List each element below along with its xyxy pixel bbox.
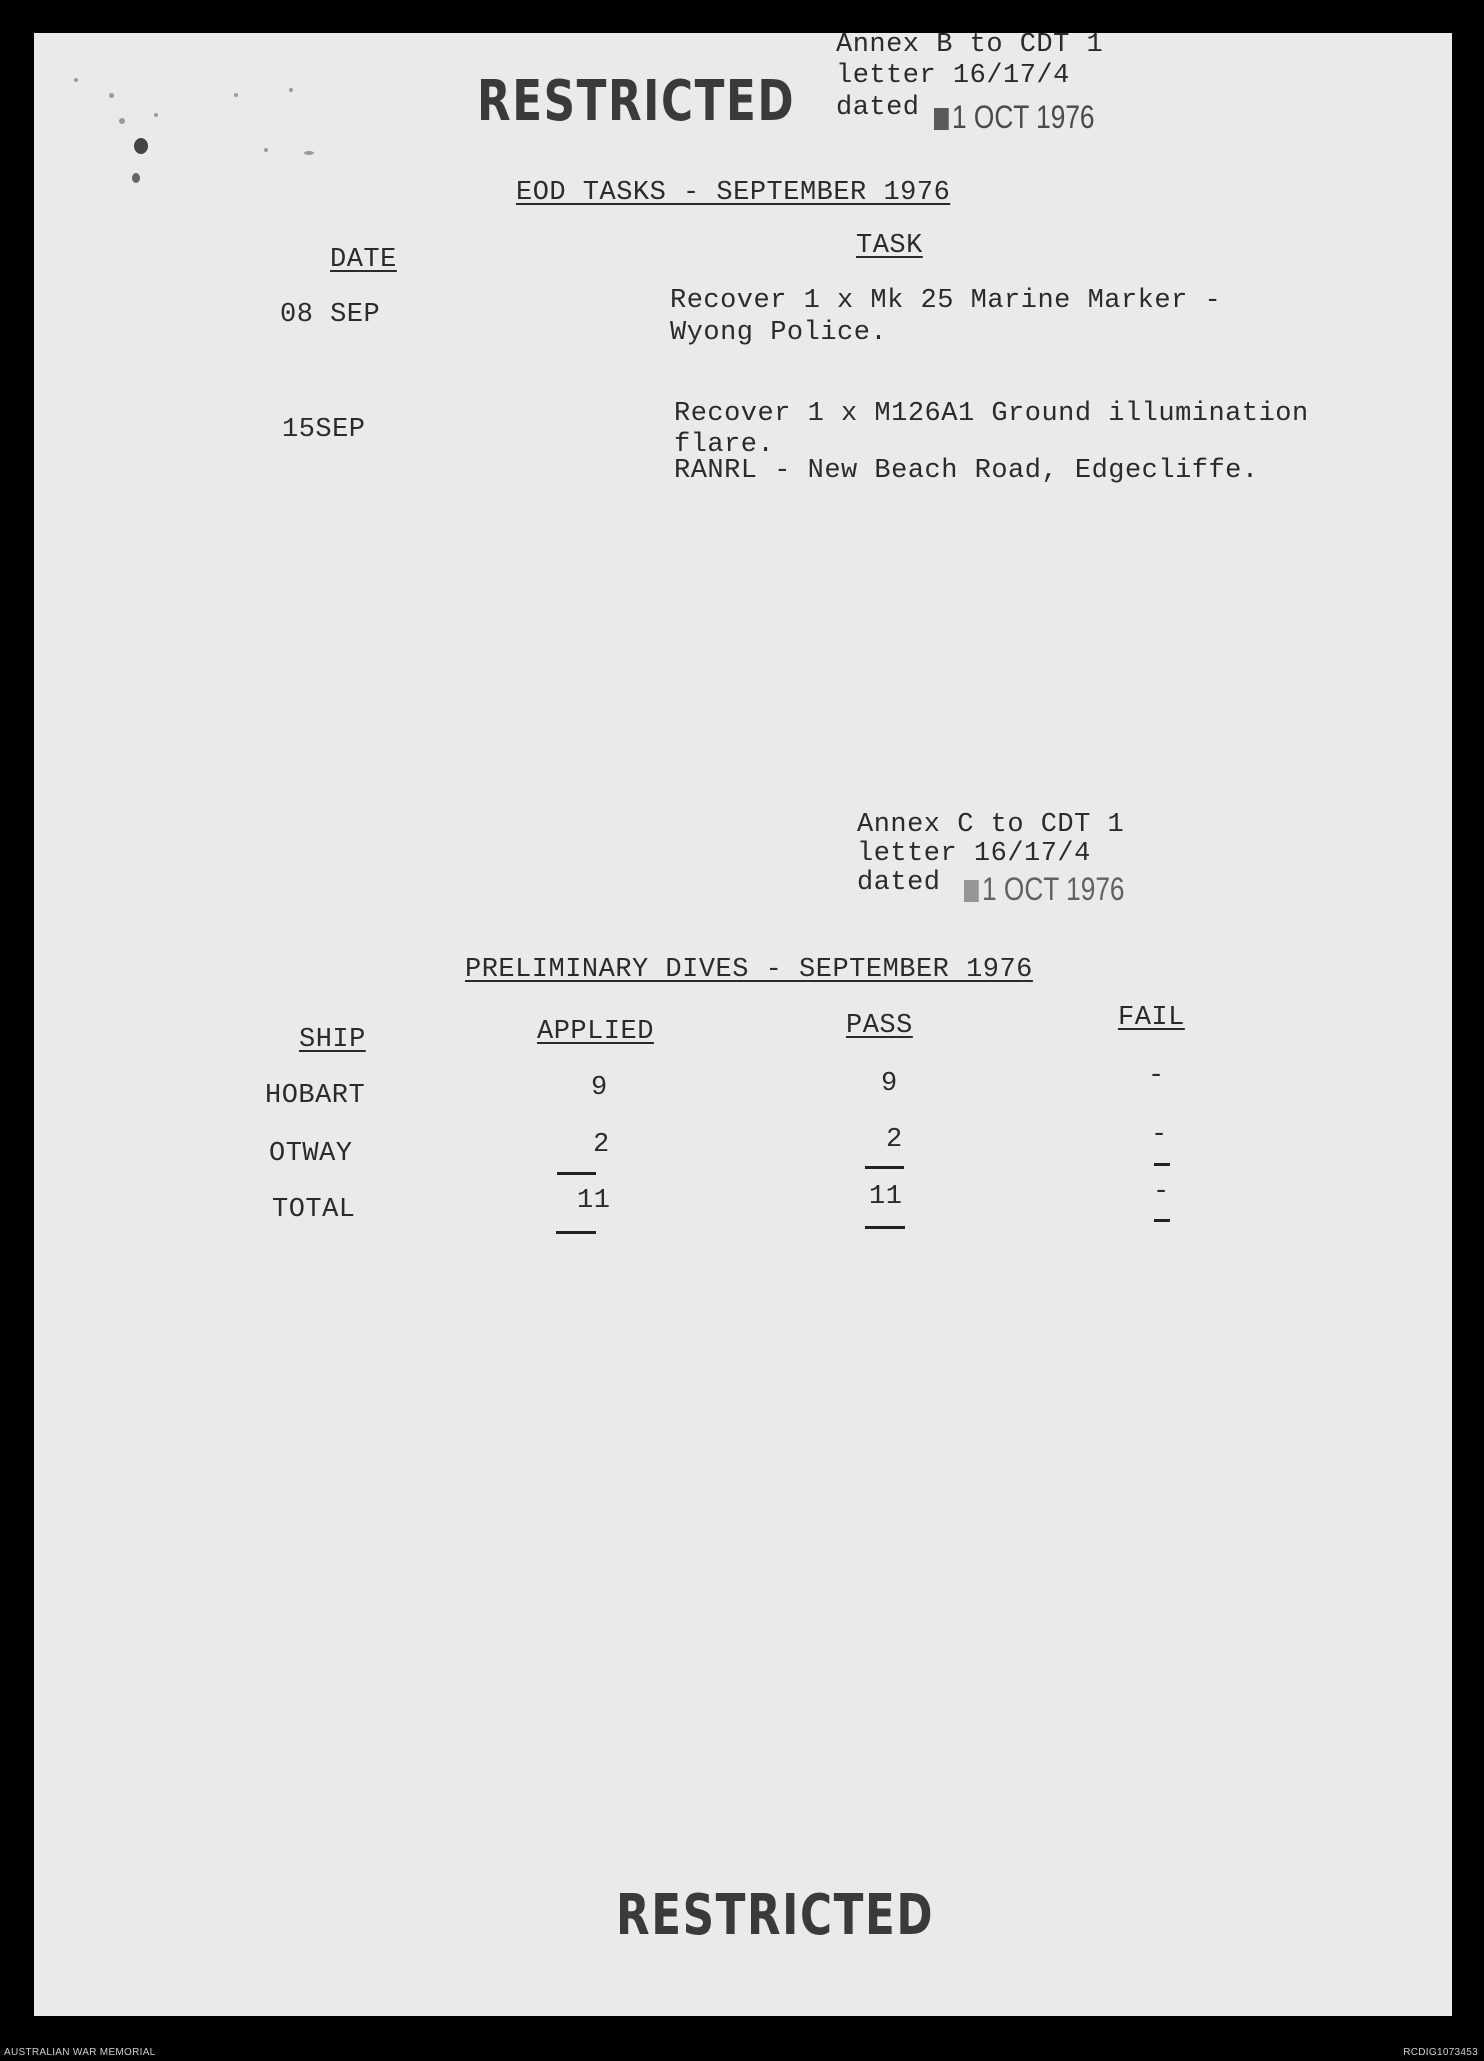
cell-pass: 2 xyxy=(886,1125,903,1155)
annex-c-date-stamp xyxy=(964,871,1125,908)
annex-c-date-text: 1 OCT 1976 xyxy=(982,871,1125,907)
paper-speck xyxy=(154,113,158,117)
cell-applied: 2 xyxy=(593,1130,610,1160)
eod-task-line: Recover 1 x M126A1 Ground illumination xyxy=(674,399,1309,429)
eod-task-line: flare. xyxy=(674,430,775,460)
footer-record-id: RCDIG1073453 xyxy=(1403,2047,1478,2058)
paper-speck xyxy=(264,148,268,152)
cell-pass: 11 xyxy=(869,1182,903,1212)
cell-fail: - xyxy=(1148,1061,1165,1091)
document-page xyxy=(34,30,1452,2016)
eod-row-date: 15SEP xyxy=(282,415,366,445)
total-rule xyxy=(865,1226,905,1229)
paper-speck xyxy=(234,93,238,97)
eod-col-task: TASK xyxy=(856,231,923,261)
annex-c-line1: Annex C to CDT 1 xyxy=(857,810,1125,840)
annex-c-line2: letter 16/17/4 xyxy=(857,839,1091,869)
cell-ship: TOTAL xyxy=(272,1195,356,1225)
annex-b-date-stamp xyxy=(934,99,1095,136)
annex-b-date-text: 1 OCT 1976 xyxy=(952,99,1095,135)
cell-applied: 9 xyxy=(591,1073,608,1103)
annex-c-line3: dated xyxy=(857,868,941,898)
total-rule xyxy=(556,1231,596,1234)
col-header-pass: PASS xyxy=(846,1011,913,1041)
annex-b-line3: dated xyxy=(836,93,920,123)
col-header-applied: APPLIED xyxy=(537,1017,654,1047)
cell-fail: - xyxy=(1153,1177,1170,1207)
cell-pass: 9 xyxy=(881,1069,898,1099)
paper-speck xyxy=(134,138,148,154)
cell-fail: - xyxy=(1151,1120,1168,1150)
paper-speck xyxy=(304,151,314,155)
footer-archive-credit: AUSTRALIAN WAR MEMORIAL xyxy=(4,2047,156,2058)
paper-speck xyxy=(119,118,125,124)
cell-applied: 11 xyxy=(577,1186,611,1216)
paper-speck xyxy=(74,78,78,82)
eod-row-date: 08 SEP xyxy=(280,300,381,330)
annex-b-line2: letter 16/17/4 xyxy=(836,61,1070,91)
total-rule xyxy=(1154,1219,1170,1222)
paper-speck xyxy=(109,93,114,98)
paper-speck xyxy=(132,173,140,183)
eod-task-line: Wyong Police. xyxy=(670,318,888,348)
restricted-stamp-bottom: RESTRICTED xyxy=(616,1883,935,1948)
restricted-stamp-top: RESTRICTED xyxy=(477,69,796,134)
subtotal-rule xyxy=(557,1172,596,1175)
stamp-mark xyxy=(934,108,949,130)
dives-title: PRELIMINARY DIVES - SEPTEMBER 1976 xyxy=(465,955,1033,985)
col-header-fail: FAIL xyxy=(1118,1003,1185,1033)
stamp-mark xyxy=(964,880,979,902)
paper-speck xyxy=(289,88,293,92)
cell-ship: HOBART xyxy=(265,1081,366,1111)
subtotal-rule xyxy=(1154,1163,1170,1166)
col-header-ship: SHIP xyxy=(299,1025,366,1055)
cell-ship: OTWAY xyxy=(269,1139,353,1169)
subtotal-rule xyxy=(865,1166,904,1169)
eod-task-line: RANRL - New Beach Road, Edgecliffe. xyxy=(674,456,1259,486)
eod-col-date: DATE xyxy=(330,245,397,275)
eod-title: EOD TASKS - SEPTEMBER 1976 xyxy=(516,178,951,208)
eod-task-line: Recover 1 x Mk 25 Marine Marker - xyxy=(670,286,1222,316)
annex-b-line1: Annex B to CDT 1 xyxy=(836,30,1104,60)
